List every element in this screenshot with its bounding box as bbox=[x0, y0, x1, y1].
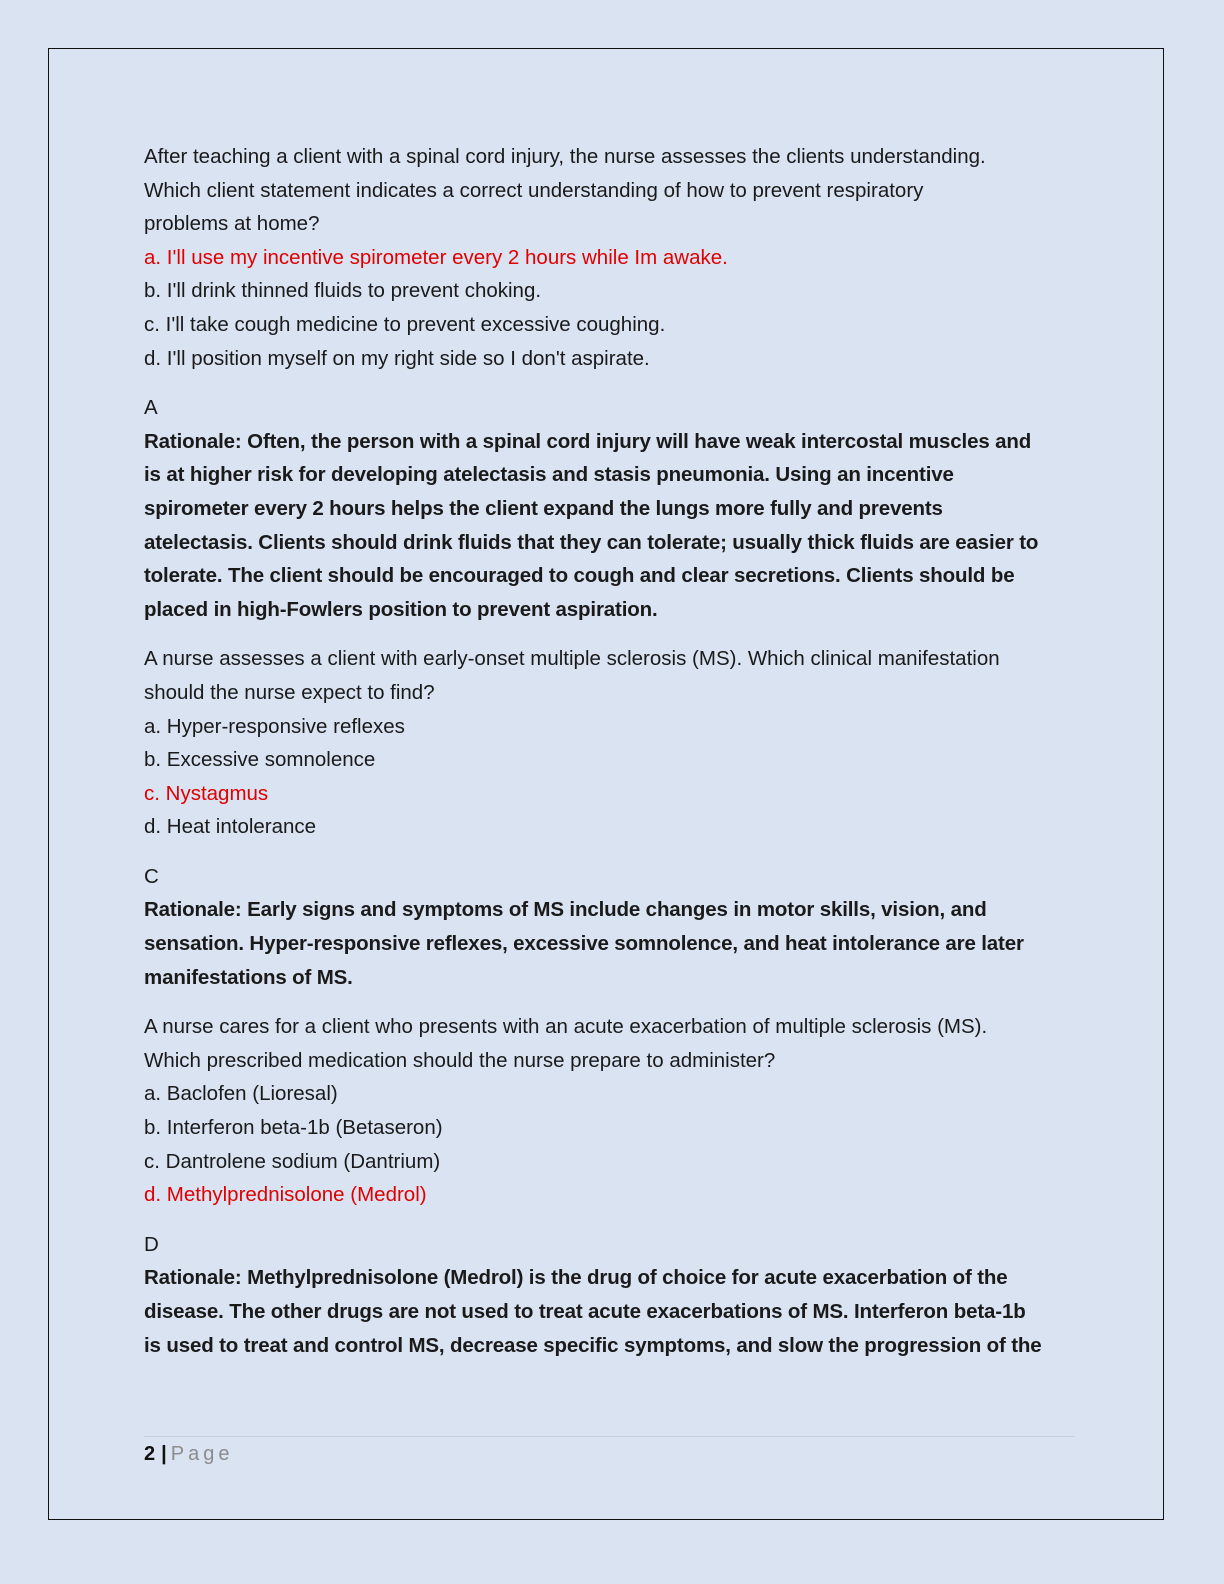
rationale-line: Rationale: Methylprednisolone (Medrol) is the drug of choice for acute exacerbation of the bbox=[144, 1266, 1008, 1290]
page-number: 2 bbox=[144, 1443, 156, 1465]
rationale-line: placed in high-Fowlers position to prevent aspiration. bbox=[144, 597, 658, 621]
document-body bbox=[144, 140, 1064, 1362]
answer-key bbox=[144, 1228, 1064, 1262]
answer-options bbox=[144, 710, 1064, 844]
footer-separator: | bbox=[161, 1443, 167, 1465]
answer-option: d. Heat intolerance bbox=[144, 815, 317, 839]
answer-option: a. Baclofen (Lioresal) bbox=[144, 1082, 338, 1106]
stem-line: problems at home? bbox=[144, 212, 320, 236]
question-stem bbox=[144, 140, 1064, 241]
answer-option: c. Dantrolene sodium (Dantrium) bbox=[144, 1149, 441, 1173]
rationale-line: Rationale: Often, the person with a spinal cord injury will have weak intercostal muscles and bbox=[144, 429, 1032, 453]
answer-key bbox=[144, 860, 1064, 894]
stem-line: A nurse cares for a client who presents with an acute exacerbation of multiple sclerosis (MS). bbox=[144, 1015, 988, 1039]
rationale-line: spirometer every 2 hours helps the client expand the lungs more fully and prevents bbox=[144, 496, 943, 520]
question-stem bbox=[144, 1010, 1064, 1077]
rationale-line: manifestations of MS. bbox=[144, 965, 353, 989]
rationale-line: is used to treat and control MS, decrease specific symptoms, and slow the progression of the bbox=[144, 1333, 1042, 1357]
answer-options bbox=[144, 1077, 1064, 1211]
rationale-line: atelectasis. Clients should drink fluids that they can tolerate; usually thick fluids are easier to bbox=[144, 530, 1039, 554]
answer-letter: A bbox=[144, 396, 158, 420]
stem-line: After teaching a client with a spinal cord injury, the nurse assesses the clients understanding. bbox=[144, 145, 986, 168]
page-footer bbox=[144, 1440, 233, 1468]
answer-option-correct: c. Nystagmus bbox=[144, 781, 269, 805]
page-label: Page bbox=[170, 1443, 234, 1465]
answer-option: c. I'll take cough medicine to prevent excessive coughing. bbox=[144, 312, 666, 336]
rationale bbox=[144, 1261, 1064, 1362]
question-block-3 bbox=[144, 1010, 1064, 1362]
answer-options bbox=[144, 241, 1064, 375]
stem-line: should the nurse expect to find? bbox=[144, 680, 435, 704]
answer-key bbox=[144, 391, 1064, 425]
answer-option: b. I'll drink thinned fluids to prevent choking. bbox=[144, 279, 542, 303]
answer-option: a. Hyper-responsive reflexes bbox=[144, 714, 405, 738]
stem-line: Which client statement indicates a correct understanding of how to prevent respiratory bbox=[144, 178, 924, 202]
question-block-1 bbox=[144, 140, 1064, 626]
rationale-line: is at higher risk for developing atelectasis and stasis pneumonia. Using an incentive bbox=[144, 463, 954, 487]
rationale-line: disease. The other drugs are not used to treat acute exacerbations of MS. Interferon beta-1b bbox=[144, 1300, 1026, 1323]
answer-letter: C bbox=[144, 864, 159, 888]
answer-option-correct: a. I'll use my incentive spirometer every 2 hours while Im awake. bbox=[144, 245, 728, 269]
rationale bbox=[144, 893, 1064, 994]
footer-divider bbox=[144, 1436, 1074, 1437]
answer-option: d. I'll position myself on my right side so I don't aspirate. bbox=[144, 346, 650, 370]
rationale bbox=[144, 425, 1064, 627]
rationale-line: sensation. Hyper-responsive reflexes, excessive somnolence, and heat intolerance are later bbox=[144, 932, 1024, 956]
rationale-line: tolerate. The client should be encouraged to cough and clear secretions. Clients should be bbox=[144, 564, 1015, 588]
answer-letter: D bbox=[144, 1232, 159, 1256]
rationale-line: Rationale: Early signs and symptoms of MS include changes in motor skills, vision, and bbox=[144, 898, 987, 922]
answer-option: b. Excessive somnolence bbox=[144, 748, 376, 772]
answer-option-correct: d. Methylprednisolone (Medrol) bbox=[144, 1183, 427, 1207]
answer-option: b. Interferon beta-1b (Betaseron) bbox=[144, 1116, 443, 1140]
stem-line: A nurse assesses a client with early-onset multiple sclerosis (MS). Which clinical manifestation bbox=[144, 647, 1000, 671]
question-block-2 bbox=[144, 642, 1064, 994]
stem-line: Which prescribed medication should the nurse prepare to administer? bbox=[144, 1048, 776, 1072]
question-stem bbox=[144, 642, 1064, 709]
